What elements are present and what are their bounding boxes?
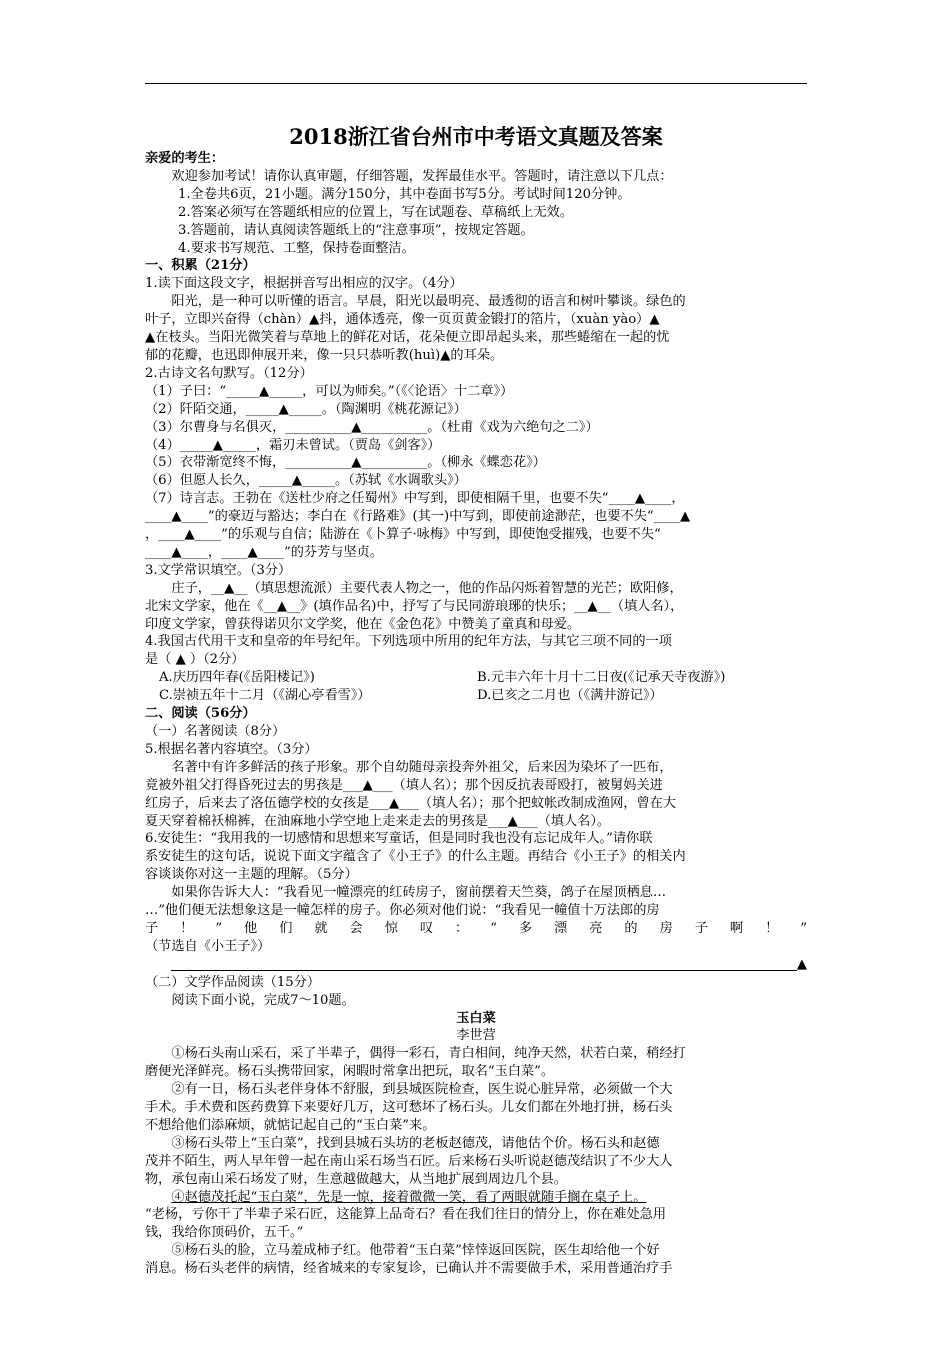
rule-4: 4.要求书写规范、工整，保持卷面整洁。 [178, 240, 415, 256]
story-line-underlined: ④赵德茂托起“玉白菜”，先是一惊，接着微微一笑，看了两眼就随手搁在桌子上。 [171, 1189, 647, 1205]
q5-line: 名著中有许多鲜活的孩子形象。那个自幼随母亲投奔外祖父，后来因为染坏了一匹布， [171, 759, 673, 775]
q3-line: 庄子，__▲__（填思想流派）主要代表人物之一，他的作品闪烁着智慧的光芒；欧阳修， [171, 580, 683, 596]
q6-answer-area[interactable] [145, 956, 807, 974]
story-line: 钱，我给你顶码价，五千。” [145, 1225, 304, 1241]
q2-line: ，____▲____”的乐观与自信；陆游在《卜算子·咏梅》中写到，即使饱受摧残，也要不失“ [145, 527, 661, 543]
subsection-1: （一）名著阅读（8分） [145, 724, 286, 739]
q2-line: （6）但愿人长久，_____▲_____。（苏轼《水调歌头》） [145, 473, 467, 489]
q2-line: （4）_____▲_____，霜刃未曾试。（贾岛《剑客》） [145, 437, 441, 453]
q4-option-a: A.庆历四年春(《岳阳楼记》) [159, 670, 315, 686]
story-line: 茂并不陌生，两人早年曾一起在南山采石场当石匠。后来杨石头听说赵德茂结识了不少大人 [145, 1153, 673, 1169]
q5-stem: 5.根据名著内容填空。（3分） [145, 741, 318, 757]
q6-line: 6.安徒生：“我用我的一切感情和思想来写童话，但是同时我也没有忘记成年人。”请你联 [145, 831, 653, 847]
story-line: 磨便光泽鲜亮。杨石头携带回家，闲暇时常拿出把玩，取名“玉白菜”。 [145, 1064, 555, 1080]
page-title: 2018浙江省台州市中考语文真题及答案 [289, 124, 663, 149]
q2-line: （7）诗言志。王勃在《送杜少府之任蜀州》中写到，即使相隔千里，也要不失“____▲____， [145, 491, 685, 507]
q4-option-c: C.崇祯五年十二月（《湖心亭看雪》） [159, 688, 371, 704]
q4-option-b: B.元丰六年十月十二日夜(《记承天寺夜游》) [477, 670, 726, 686]
q4-options-row [145, 669, 807, 687]
q2-line: （3）尔曹身与名俱灭，__________▲__________。（杜甫《戏为六绝句之二》） [145, 419, 599, 435]
subsection-2: （二）文学作品阅读（15分） [145, 974, 321, 990]
q5-line: 夏天穿着棉袄棉裤，在油麻地小学空地上走来走去的男孩是___▲___（填人名）。 [145, 813, 611, 829]
welcome-text: 欢迎参加考试！请你认真审题，仔细答题，发挥最佳水平。答题时，请注意以下几点： [171, 168, 673, 184]
q6-line: 容谈谈你对这一主题的理解。（5分） [145, 867, 358, 883]
q1-line: 阳光，是一种可以听懂的语言。早晨，阳光以最明亮、最透彻的语言和树叶攀谈。绿色的 [171, 294, 686, 310]
answer-line [171, 958, 797, 971]
q4-stem: 4.我国古代用干支和皇帝的年号纪年。下列选项中所用的纪年方法，与其它三项不同的一项 [145, 634, 672, 650]
q4-options-row [145, 687, 807, 705]
story-title: 玉白菜 [456, 1010, 496, 1026]
document-body [145, 150, 807, 1278]
q4-option-d: D.已亥之二月也（《满井游记》） [477, 688, 663, 704]
story-line: 手术。手术费和医药费算下来要好几万，这可愁坏了杨石头。儿女们都在外地打拼，杨石头 [145, 1100, 673, 1116]
q3-stem: 3.文学常识填空。（3分） [145, 562, 292, 578]
header-rule [145, 83, 807, 84]
q2-stem: 2.古诗文名句默写。（12分） [145, 365, 313, 381]
q6-quote: …”他们便无法想象这是一幢怎样的房子。你必须对他们说：“我看见一幢值十万法郎的房 [145, 903, 660, 919]
greeting: 亲爱的考生： [145, 151, 225, 166]
section-1-heading: 一、积累（21分） [145, 258, 256, 274]
q1-stem: 1.读下面这段文字，根据拼音写出相应的汉字。（4分） [145, 276, 463, 292]
story-line: ①杨石头南山采石，采了半辈子，偶得一彩石，青白相间，纯净天然，状若白菜，稍经打 [171, 1046, 686, 1062]
q4-stem: 是（ ▲ ）（2分） [145, 652, 245, 668]
rule-3: 3.答题前，请认真阅读答题纸上的“注意事项”，按规定答题。 [178, 222, 534, 238]
q2-line: ____▲____”的豪迈与豁达；李白在《行路难》(其一)中写到，即使前途渺茫，也要不失“____▲ [145, 509, 691, 525]
story-line: 消息。杨石头老伴的病情，经省城来的专家复诊，已确认并不需要做手术，采用普通治疗手 [145, 1261, 673, 1277]
rule-2: 2.答案必须写在答题纸相应的位置上，写在试题卷、草稿纸上无效。 [178, 204, 574, 220]
q5-line: 红房子，后来去了洛伍德学校的女孩是___▲___（填人名）；那个把蚊帐改制成渔网，曾在大 [145, 795, 677, 811]
q3-line: 印度文学家，曾获得诺贝尔文学奖，他在《金色花》中赞美了童真和母爱。 [145, 616, 581, 632]
section-2-heading: 二、阅读（56分） [145, 706, 256, 722]
story-line: 不想给他们添麻烦，就惦记起自己的“玉白菜”来。 [145, 1117, 436, 1133]
answer-marker: ▲ [796, 956, 807, 972]
rule-1: 1.全卷共6页，21小题。满分150分，其中卷面书写5分。考试时间120分钟。 [178, 186, 631, 202]
q6-quote: 子！”他们就会惊叹：“多漂亮的房子啊！” [145, 920, 807, 936]
q1-line: 郁的花瓣，也迅即伸展开来，像一只只恭听教(huì)▲的耳朵。 [145, 347, 504, 363]
q2-line: ____▲____，____▲____”的芬芳与坚贞。 [145, 544, 384, 560]
story-line: 物，承包南山采石场发了财，生意越做越大，从当地扩展到周边几个县。 [145, 1171, 567, 1187]
q2-line: （5）衣带渐宽终不悔，__________▲__________。（柳永《蝶恋花》） [145, 455, 546, 471]
subsection-2-intro: 阅读下面小说，完成7～10题。 [171, 992, 355, 1008]
story-line: “老杨，亏你干了半辈子采石匠，这能算上品奇石？看在我们往日的情分上，你在难处急用 [145, 1207, 667, 1223]
story-line: ⑤杨石头的脸，立马羞成柿子红。他带着“玉白菜”悻悻返回医院，医生却给他一个好 [171, 1243, 660, 1259]
q2-line: （2）阡陌交通，_____▲_____。（陶渊明《桃花源记》） [145, 401, 467, 417]
q6-line: 系安徒生的这句话，说说下面文字蕴含了《小王子》的什么主题。再结合《小王子》的相关内 [145, 849, 686, 865]
q2-line: （1）子曰：“_____▲_____，可以为师矣。”（《〈论语〉十二章》） [145, 383, 514, 399]
q6-quote: 如果你告诉大人：“我看见一幢漂亮的红砖房子，窗前摆着天竺葵，鸽子在屋顶栖息… [171, 885, 667, 901]
q1-line: 叶子，立即兴奋得（chàn）▲抖，通体透亮，像一页页黄金锻打的箔片，（xuàn yào）▲ [145, 312, 660, 328]
q5-line: 竟被外祖父打得昏死过去的男孩是___▲___（填人名）；那个因反抗表哥殴打，被舅妈关进 [145, 777, 663, 793]
story-line: ②有一日，杨石头老伴身体不舒服，到县城医院检查，医生说心脏异常，必须做一个大 [171, 1082, 673, 1098]
q6-quote-source: （节选自《小王子》） [145, 938, 271, 954]
story-line: ③杨石头带上“玉白菜”，找到县城石头坊的老板赵德茂，请他估个价。杨石头和赵德 [171, 1135, 660, 1151]
q1-line: ▲在枝头。当阳光微笑着与草地上的鲜花对话，花朵便立即昂起头来，那些蜷缩在一起的忧 [145, 330, 670, 346]
story-author: 李世营 [456, 1028, 496, 1044]
q3-line: 北宋文学家，他在《__▲__》(填作品名)中，抒写了与民同游琅琊的快乐；__▲__（填人名）， [145, 598, 684, 614]
